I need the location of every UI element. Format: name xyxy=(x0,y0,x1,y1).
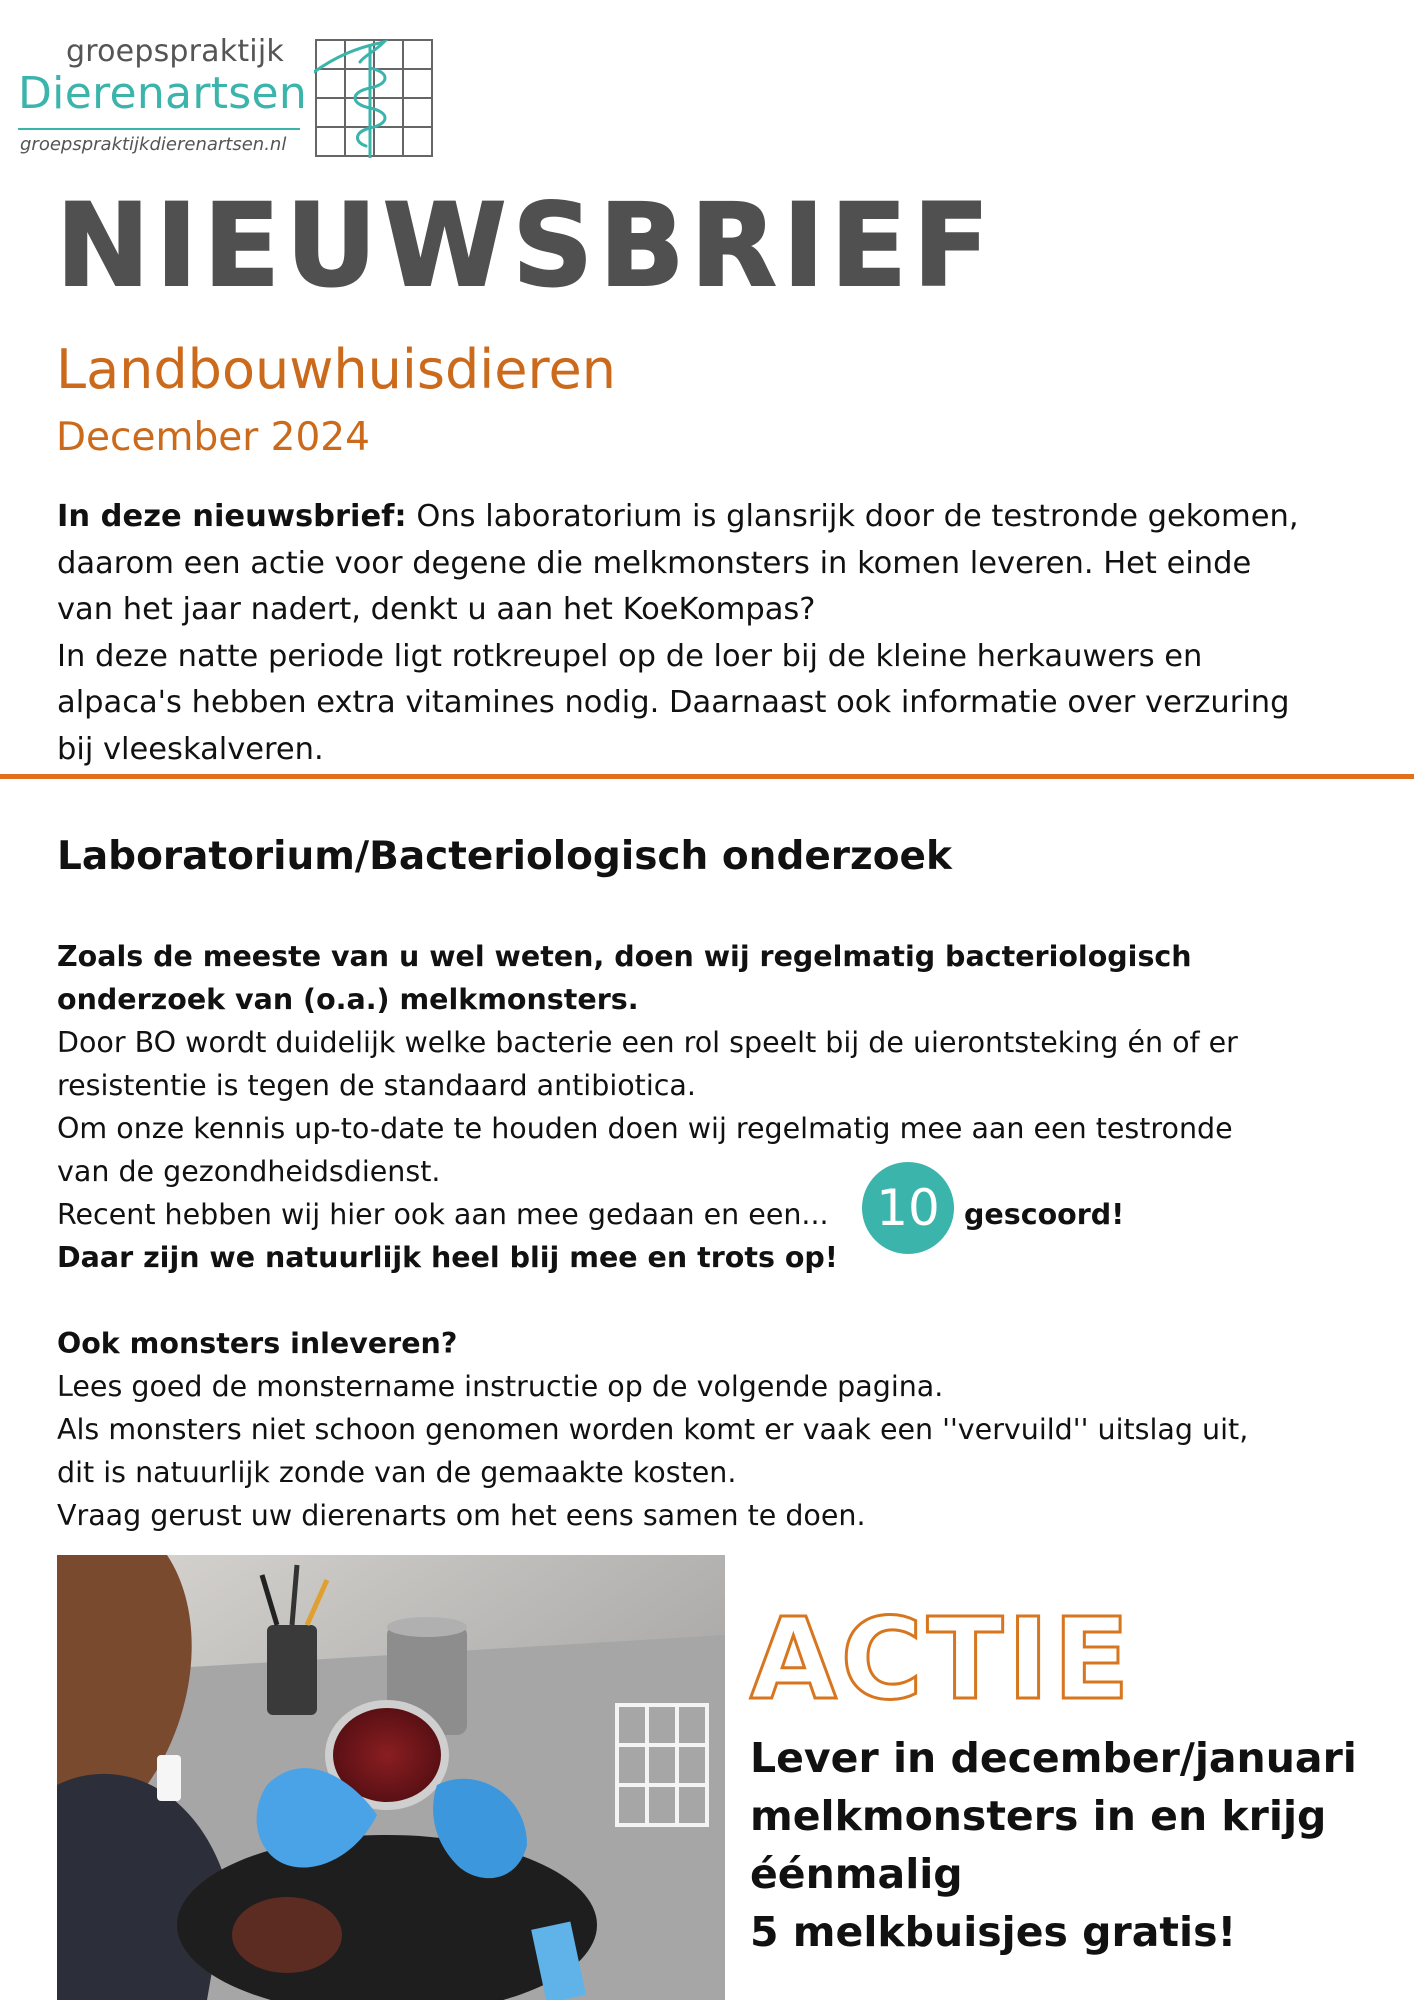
body-paragraph-2 xyxy=(57,1365,1357,1537)
body-line: resistentie is tegen de standaard antibiotica. xyxy=(57,1069,696,1102)
intro-line: daarom een actie voor degene die melkmonsters in komen leveren. Het einde xyxy=(57,545,1252,581)
monsters-heading: Ook monsters inleveren? xyxy=(57,1327,458,1360)
intro-line xyxy=(57,494,1347,541)
logo-text-main: Dierenartsen xyxy=(18,68,308,119)
logo-grid-icon xyxy=(314,38,434,158)
actie-title: ACTIE xyxy=(750,1595,1134,1725)
lead-line: Zoals de meeste van u wel weten, doen wij regelmatig bacteriologisch xyxy=(57,940,1192,973)
newsletter-date: December 2024 xyxy=(56,415,370,460)
body-paragraph-1 xyxy=(57,1021,1357,1193)
body-line: Om onze kennis up-to-date te houden doen wij regelmatig mee aan een testronde xyxy=(57,1112,1233,1145)
intro-line: bij vleeskalveren. xyxy=(57,731,324,767)
newsletter-subtitle: Landbouwhuisdieren xyxy=(56,338,616,401)
body-line: Vraag gerust uw dierenarts om het eens samen te doen. xyxy=(57,1499,866,1532)
logo xyxy=(18,28,438,160)
body-line: Lees goed de monstername instructie op de volgende pagina. xyxy=(57,1370,944,1403)
intro-label: In deze nieuwsbrief: xyxy=(57,499,407,534)
logo-text-top: groepspraktijk xyxy=(66,34,284,69)
intro-line: van het jaar nadert, denkt u aan het KoeKompas? xyxy=(57,592,816,627)
actie-line: melkmonsters in en krijg xyxy=(750,1792,1327,1840)
body-line: van de gezondheidsdienst. xyxy=(57,1155,441,1188)
section-heading: Laboratorium/Bacteriologisch onderzoek xyxy=(57,834,952,879)
body-line: dit is natuurlijk zonde van de gemaakte kosten. xyxy=(57,1456,737,1489)
score-line-text: Recent hebben wij hier ook aan mee gedaan en een... xyxy=(57,1198,829,1231)
newsletter-title: NIEUWSBRIEF xyxy=(56,179,996,313)
logo-underline xyxy=(18,128,300,130)
body-line: Door BO wordt duidelijk welke bacterie een rol speelt bij de uierontsteking én of er xyxy=(57,1026,1238,1059)
actie-line: éénmalig xyxy=(750,1850,963,1898)
actie-line: 5 melkbuisjes gratis! xyxy=(750,1908,1237,1956)
intro-line: In deze natte periode ligt rotkreupel op de loer bij de kleine herkauwers en xyxy=(57,638,1203,674)
intro-paragraph xyxy=(57,494,1347,773)
lead-line: onderzoek van (o.a.) melkmonsters. xyxy=(57,983,639,1016)
score-after-text: gescoord! xyxy=(964,1198,1125,1231)
lab-photo-illustration xyxy=(57,1555,725,2000)
score-badge: 10 xyxy=(862,1162,954,1254)
body-line: Als monsters niet schoon genomen worden komt er vaak een ''vervuild'' uitslag uit, xyxy=(57,1413,1249,1446)
lab-technician-photo xyxy=(57,1555,725,2000)
section-divider xyxy=(0,774,1414,779)
logo-url: groepspraktijkdierenartsen.nl xyxy=(20,134,287,155)
actie-line: Lever in december/januari xyxy=(750,1734,1357,1782)
intro-line-text: Ons laboratorium is glansrijk door de testronde gekomen, xyxy=(406,499,1299,534)
lead-paragraph xyxy=(57,935,1357,1021)
intro-line: alpaca's hebben extra vitamines nodig. Daarnaast ook informatie over verzuring xyxy=(57,685,1290,720)
proud-text: Daar zijn we natuurlijk heel blij mee en trots op! xyxy=(57,1241,838,1274)
